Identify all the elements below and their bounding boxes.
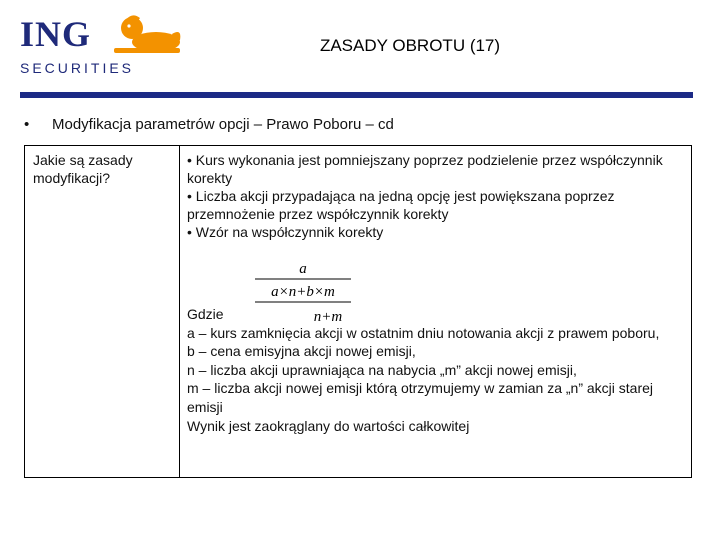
- formula-numerator: a: [299, 261, 307, 277]
- rules-table: [24, 145, 692, 478]
- bullet-text: Modyfikacja parametrów opcji – Prawo Poboru – cd: [52, 116, 394, 133]
- definitions: [187, 305, 685, 435]
- question-cell: Jakie są zasady modyfikacji?: [33, 152, 133, 186]
- answer-item: • Liczba akcji przypadająca na jedną opcję jest powiększana poprzez przemnożenie przez współczynnik korekty: [187, 188, 615, 222]
- header-divider: [20, 92, 693, 98]
- lion-icon: [112, 12, 184, 56]
- answer-item: • Kurs wykonania jest pomniejszany poprzez podzielenie przez współczynnik korekty: [187, 152, 663, 186]
- definition-line: Gdzie: [187, 306, 224, 322]
- definition-line: Wynik jest zaokrąglany do wartości całkowitej: [187, 417, 470, 434]
- logo-brand: ING: [20, 14, 92, 54]
- definition-line: n – liczba akcji uprawniająca na nabycia „m” akcji nowej emisji,: [187, 361, 577, 378]
- logo-subtitle: SECURITIES: [20, 60, 135, 76]
- formula-denominator-2: n+m: [313, 309, 343, 325]
- column-divider: [179, 146, 180, 477]
- page-title: ZASADY OBROTU (17): [319, 36, 501, 55]
- answer-cell: [187, 151, 685, 241]
- formula-denominator: a×n+b×m: [271, 284, 335, 300]
- answer-item: • Wzór na współczynnik korekty: [187, 224, 384, 240]
- definition-line: b – cena emisyjna akcji nowej emisji,: [187, 343, 416, 360]
- definition-line: m – liczba akcji nowej emisji którą otrzymujemy w zamian za „n” akcji starej emisji: [187, 380, 654, 415]
- ing-securities-logo: [14, 10, 184, 76]
- definition-line: a – kurs zamknięcia akcji w ostatnim dniu notowania akcji z prawem poboru,: [187, 324, 660, 341]
- bullet-symbol: •: [24, 116, 30, 133]
